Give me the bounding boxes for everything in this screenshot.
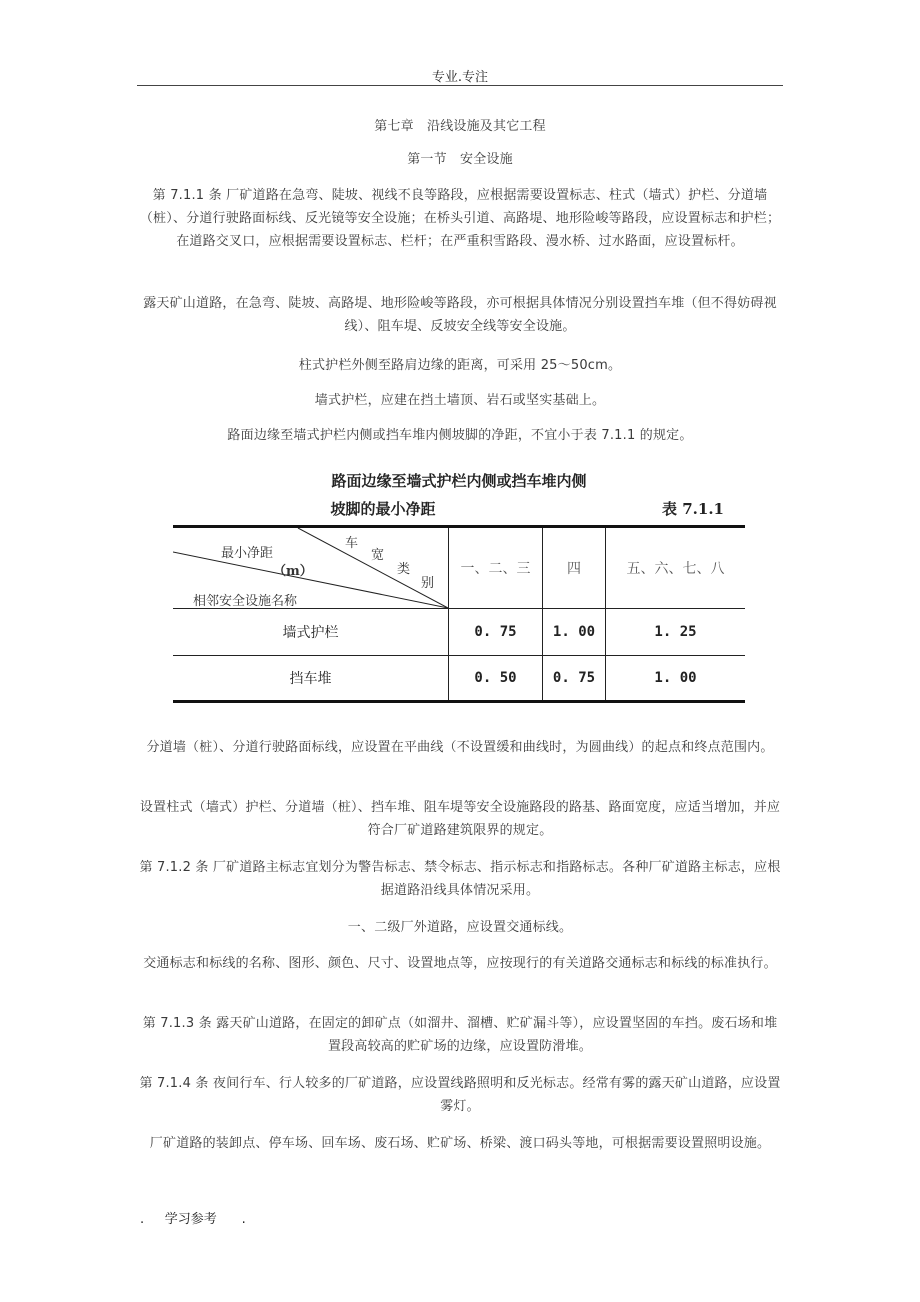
column-header: 五、六、七、八	[606, 527, 746, 609]
table-cell: 1. 25	[606, 609, 746, 656]
table-cell: 0. 50	[449, 656, 543, 702]
table-cell: 1. 00	[606, 656, 746, 702]
paragraph: 第 7.1.3 条 露天矿山道路，在固定的卸矿点（如溜井、溜槽、贮矿漏斗等），应设置坚固的车挡。废石场和堆置段高较高的贮矿场的边缘，应设置防滑堆。	[142, 1016, 778, 1054]
paragraph: 分道墙（桩）、分道行驶路面标线，应设置在平曲线（不设置缓和曲线时，为圆曲线）的起点和终点范围内。	[146, 740, 774, 755]
paragraph: 设置柱式（墙式）护栏、分道墙（桩）、挡车堆、阻车堤等安全设施路段的路基、路面宽度，应适当增加，并应符合厂矿道路建筑限界的规定。	[139, 800, 781, 838]
paragraph: 一、二级厂外道路，应设置交通标线。	[347, 920, 573, 935]
row-label: 墙式护栏	[173, 609, 449, 656]
table-number: 表 7.1.1	[662, 500, 724, 518]
paragraph: 厂矿道路的装卸点、停车场、回车场、废石场、贮矿场、桥梁、渡口码头等地，可根据需要设置照明设施。	[149, 1136, 771, 1151]
table-corner-cell	[173, 527, 449, 609]
paragraph: 墙式护栏，应建在挡土墙顶、岩石或坚实基础上。	[314, 393, 606, 408]
paragraph: 第 7.1.2 条 厂矿道路主标志宜划分为警告标志、禁令标志、指示标志和指路标志。各种厂矿道路主标志，应根据道路沿线具体情况采用。	[139, 860, 781, 898]
clearance-table	[173, 525, 745, 703]
section-title: 第一节 安全设施	[407, 152, 513, 167]
paragraph: 柱式护栏外侧至路肩边缘的距离，可采用 25～50cm。	[298, 358, 622, 373]
table-cell: 0. 75	[449, 609, 543, 656]
table-cell: 0. 75	[543, 656, 606, 702]
corner-label-bie: 别	[421, 576, 435, 591]
chapter-title: 第七章 沿线设施及其它工程	[374, 119, 546, 134]
corner-label-lei: 类	[397, 562, 411, 577]
column-header: 一、二、三	[449, 527, 543, 609]
row-label: 挡车堆	[173, 656, 449, 702]
table-header-row	[173, 527, 745, 609]
table-row	[173, 609, 745, 656]
corner-label-che: 车	[345, 536, 359, 551]
corner-label-kuan: 宽	[371, 548, 385, 563]
table-cell: 1. 00	[543, 609, 606, 656]
page-footer: . 学习参考 .	[140, 1212, 246, 1227]
page-header: 专业.专注	[431, 70, 489, 85]
paragraph: 第 7.1.1 条 厂矿道路在急弯、陡坡、视线不良等路段，应根据需要设置标志、柱式（墙式）护栏、分道墙（桩）、分道行驶路面标线、反光镜等安全设施；在桥头引道、高路堤、地形险峻等路段，应设置标志和护栏；在道路交叉口，应根据需要设置标志、栏杆；在严重积雪路段、漫水桥、过水路面，应设置标杆。	[139, 188, 781, 249]
column-header: 四	[543, 527, 606, 609]
paragraph: 交通标志和标线的名称、图形、颜色、尺寸、设置地点等，应按现行的有关道路交通标志和标线的标准执行。	[143, 956, 777, 971]
corner-label-facility: 相邻安全设施名称	[193, 594, 298, 609]
corner-label-unit: （m）	[273, 564, 313, 579]
header-rule	[137, 85, 783, 86]
table-title-line2: 坡脚的最小净距	[330, 500, 436, 518]
paragraph: 路面边缘至墙式护栏内侧或挡车堆内侧坡脚的净距，不宜小于表 7.1.1 的规定。	[227, 428, 693, 443]
paragraph: 第 7.1.4 条 夜间行车、行人较多的厂矿道路，应设置线路照明和反光标志。经常有雾的露天矿山道路，应设置雾灯。	[139, 1076, 781, 1114]
paragraph: 露天矿山道路，在急弯、陡坡、高路堤、地形险峻等路段，亦可根据具体情况分别设置挡车堆（但不得妨碍视线）、阻车堤、反坡安全线等安全设施。	[143, 296, 777, 334]
corner-label-distance: 最小净距	[221, 546, 274, 561]
table-row	[173, 656, 745, 702]
table-title-line1: 路面边缘至墙式护栏内侧或挡车堆内侧	[331, 472, 587, 490]
